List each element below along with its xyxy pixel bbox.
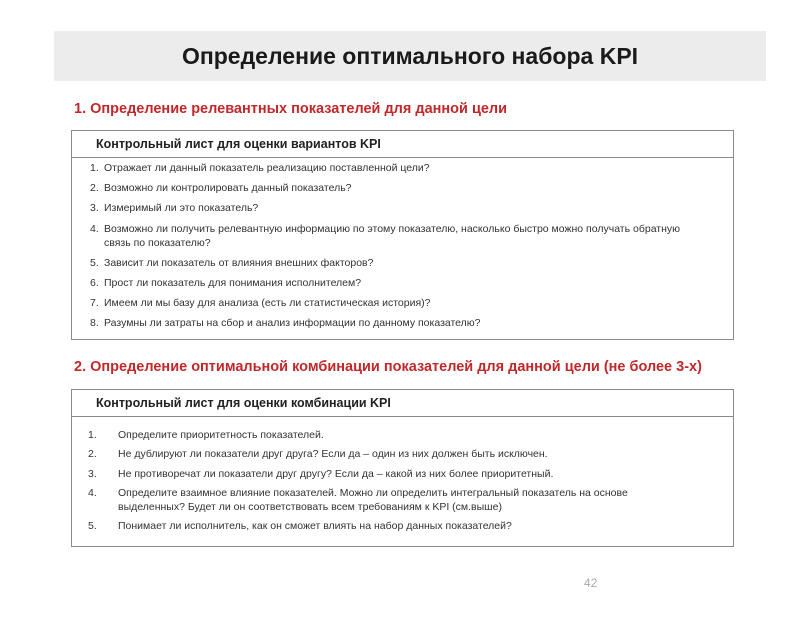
item-number: 2. <box>88 448 97 461</box>
item-number: 8. <box>90 317 99 330</box>
item-number: 2. <box>90 182 99 195</box>
item-text: Имеем ли мы базу для анализа (есть ли статистическая история)? <box>104 297 431 310</box>
list-item <box>72 467 733 481</box>
list-item <box>72 296 733 310</box>
title-bar <box>54 31 766 81</box>
page-title: Определение оптимального набора KPI <box>181 42 639 69</box>
kpi-options-checklist <box>71 130 734 340</box>
item-number: 5. <box>88 520 97 533</box>
list-item <box>72 316 733 330</box>
item-number: 3. <box>90 202 99 215</box>
item-text: Возможно ли контролировать данный показатель? <box>104 182 352 195</box>
item-number: 1. <box>88 429 97 441</box>
item-number: 5. <box>90 256 99 269</box>
list-item <box>72 201 733 215</box>
checklist-1-items <box>72 158 733 330</box>
item-text: Не противоречат ли показатели друг другу? Если да – какой из них более приоритетный. <box>118 467 554 480</box>
page-number: 42 <box>584 576 598 590</box>
item-text: Определите приоритетность показателей. <box>118 429 324 441</box>
checklist-1-title: Контрольный лист для оценки вариантов KPI <box>72 131 733 158</box>
item-number: 4. <box>88 486 97 499</box>
item-text: Отражает ли данный показатель реализацию поставленной цели? <box>104 162 430 174</box>
checklist-2-title: Контрольный лист для оценки комбинации KPI <box>72 390 733 417</box>
section-2-heading: 2. Определение оптимальной комбинации показателей для данной цели (не более 3-х) <box>74 359 702 375</box>
checklist-2-items <box>72 417 733 533</box>
list-item <box>72 486 733 514</box>
list-item <box>72 447 733 461</box>
kpi-combination-checklist <box>71 389 734 547</box>
item-text: Не дублируют ли показатели друг друга? Если да – один из них должен быть исключен. <box>118 448 548 461</box>
list-item <box>72 276 733 290</box>
item-number: 7. <box>90 297 99 310</box>
item-number: 6. <box>90 276 99 289</box>
item-text: Возможно ли получить релевантную информацию по этому показателю, насколько быстро можно получать обратную связь по показателю? <box>104 222 681 249</box>
list-item <box>72 181 733 195</box>
item-text: Определите взаимное влияние показателей. Можно ли определить интегральный показатель на основе выделенных? Будет ли он соответствовать всем требованиям к KPI (см.выше) <box>118 486 628 513</box>
item-text: Понимает ли исполнитель, как он сможет влиять на набор данных показателей? <box>118 520 512 533</box>
item-text: Зависит ли показатель от влияния внешних факторов? <box>104 256 374 269</box>
list-item <box>72 161 733 175</box>
item-number: 3. <box>88 467 97 480</box>
list-item <box>72 222 733 250</box>
list-item <box>72 428 733 442</box>
list-item <box>72 256 733 270</box>
item-number: 4. <box>90 222 99 235</box>
item-number: 1. <box>90 162 99 174</box>
item-text: Прост ли показатель для понимания исполнителем? <box>104 276 362 289</box>
item-text: Разумны ли затраты на сбор и анализ информации по данному показателю? <box>104 317 481 330</box>
list-item <box>72 519 733 533</box>
section-1-heading: 1. Определение релевантных показателей для данной цели <box>74 101 508 117</box>
item-text: Измеримый ли это показатель? <box>104 202 259 215</box>
